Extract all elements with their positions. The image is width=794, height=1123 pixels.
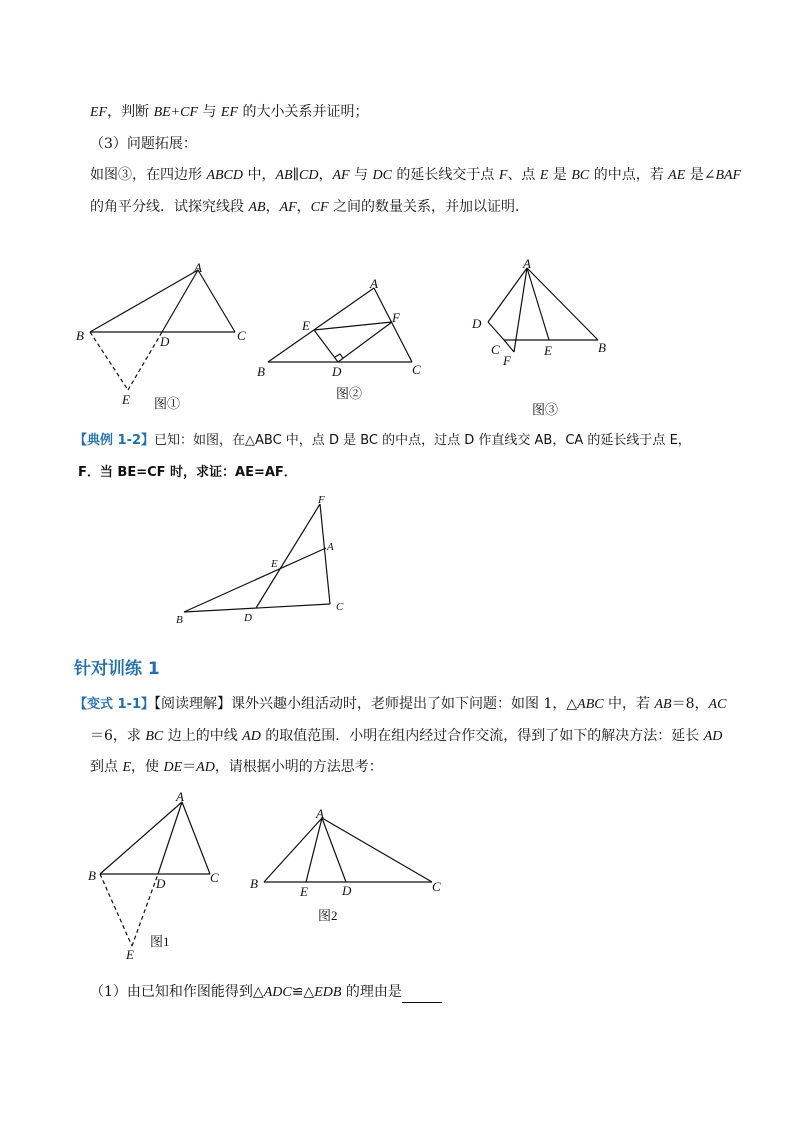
- fig1-label-d: D: [160, 334, 170, 349]
- text-line-4: 的角平分线．试探究线段 AB，AF，CF 之间的数量关系，并加以证明．: [90, 199, 530, 215]
- figex-line-df: [256, 504, 320, 608]
- fig1-line-ba: [90, 270, 198, 332]
- fig2-line-df: [338, 322, 392, 362]
- fig3-label-f: F: [503, 353, 511, 368]
- figure-v1: [86, 790, 236, 960]
- fig1-line-be: [90, 332, 128, 390]
- variant-line-2: ＝6，求 BC 边上的中线 AD 的取值范围．小明在组内经过合作交流，得到了如下的解决方法：延长 AD: [90, 728, 723, 744]
- fig3-line-af: [514, 268, 527, 352]
- fig2-label-e: E: [302, 318, 310, 333]
- figure-v2: [246, 806, 456, 930]
- figex-label-c: C: [336, 601, 344, 613]
- example-line-1: 【典例 1-2】已知：如图，在△ABC 中，点 D 是 BC 的中点，过点 D 作直线交 AB，CA 的延长线于点 E，: [74, 433, 691, 448]
- figure-1: [70, 258, 260, 418]
- fig2-label-c: C: [412, 362, 421, 377]
- figv1-label-e: E: [126, 947, 134, 962]
- figex-line-ba: [184, 548, 326, 612]
- fig2-label-d: D: [332, 364, 342, 379]
- fig1-caption: 图①: [154, 396, 181, 411]
- figure-example: [170, 494, 360, 634]
- variant-label: 【变式 1-1】: [74, 697, 155, 712]
- figv1-label-c: C: [210, 870, 219, 885]
- figex-label-e: E: [271, 558, 278, 570]
- figv1-label-b: B: [88, 868, 96, 883]
- fig1-line-ac: [198, 270, 235, 332]
- fig1-label-a: A: [194, 260, 202, 275]
- answer-blank[interactable]: [402, 988, 442, 1003]
- figv2-label-d: D: [342, 883, 352, 898]
- figv2-caption: 图2: [318, 908, 338, 923]
- text-line-1: EF，判断 BE+CF 与 EF 的大小关系并证明；: [90, 104, 369, 120]
- figv2-line-ac: [322, 818, 432, 882]
- figv2-label-c: C: [432, 879, 441, 894]
- fig2-label-f: F: [392, 310, 400, 325]
- fig2-line-ed: [314, 330, 338, 362]
- example-line-2: F．当 BE=CF 时，求证：AE=AF．: [78, 465, 297, 480]
- fig2-line-ac: [374, 288, 412, 362]
- fig1-line-ad: [162, 270, 198, 332]
- figv2-label-e: E: [300, 884, 308, 899]
- example-label: 【典例 1-2】: [74, 433, 155, 448]
- fig2-label-a: A: [370, 276, 378, 291]
- fig3-line-cf: [504, 340, 514, 352]
- fig1-label-c: C: [237, 328, 246, 343]
- figex-label-b: B: [176, 614, 183, 626]
- figex-label-f: F: [318, 494, 325, 506]
- figex-line-cf: [320, 504, 330, 604]
- figv2-label-b: B: [250, 876, 258, 891]
- fig3-caption: 图③: [532, 402, 559, 417]
- figv1-line-ac: [182, 802, 210, 874]
- fig3-label-b: B: [598, 340, 606, 355]
- figv1-label-d: D: [156, 876, 166, 891]
- figv1-line-be: [100, 874, 132, 946]
- figure-3: [468, 254, 628, 422]
- variant-line-3: 到点 E，使 DE＝AD，请根据小明的方法思考：: [90, 759, 383, 775]
- fig1-label-b: B: [76, 328, 84, 343]
- figv2-line-ad: [322, 818, 346, 882]
- figv1-label-a: A: [176, 789, 184, 804]
- fig1-label-e: E: [122, 392, 130, 407]
- figex-label-a: A: [327, 541, 334, 553]
- figex-line-bc: [184, 604, 330, 612]
- text-line-2: （3）问题拓展：: [90, 136, 197, 152]
- fig3-label-e: E: [544, 343, 552, 358]
- fig2-caption: 图②: [336, 386, 363, 401]
- fig2-label-b: B: [257, 364, 265, 379]
- fig2-right-angle: [335, 354, 343, 358]
- figure-2: [254, 272, 434, 402]
- fig3-label-c: C: [491, 342, 500, 357]
- fig3-label-d: D: [472, 316, 482, 331]
- fig2-line-ef: [314, 322, 392, 330]
- fig3-line-da: [488, 268, 527, 322]
- fig1-line-ed: [128, 332, 162, 390]
- fig3-line-dc: [488, 322, 504, 340]
- figex-label-d: D: [244, 612, 252, 624]
- text-line-3: 如图③，在四边形 ABCD 中，AB∥CD，AF 与 DC 的延长线交于点 F、点 E 是 BC 的中点，若 AE 是∠BAF: [90, 167, 742, 183]
- question-1: （1）由已知和作图能得到△ADC≌△EDB 的理由是: [90, 982, 442, 1003]
- figv2-label-a: A: [316, 806, 324, 821]
- variant-line-1: 【变式 1-1】【阅读理解】课外兴趣小组活动时，老师提出了如下问题：如图 1，△ABC 中，若 AB＝8，AC: [74, 696, 727, 712]
- figv1-caption: 图1: [150, 934, 170, 949]
- fig3-label-a: A: [523, 256, 531, 271]
- figv2-line-ba: [264, 818, 322, 882]
- section-title: 针对训练 1: [74, 659, 160, 679]
